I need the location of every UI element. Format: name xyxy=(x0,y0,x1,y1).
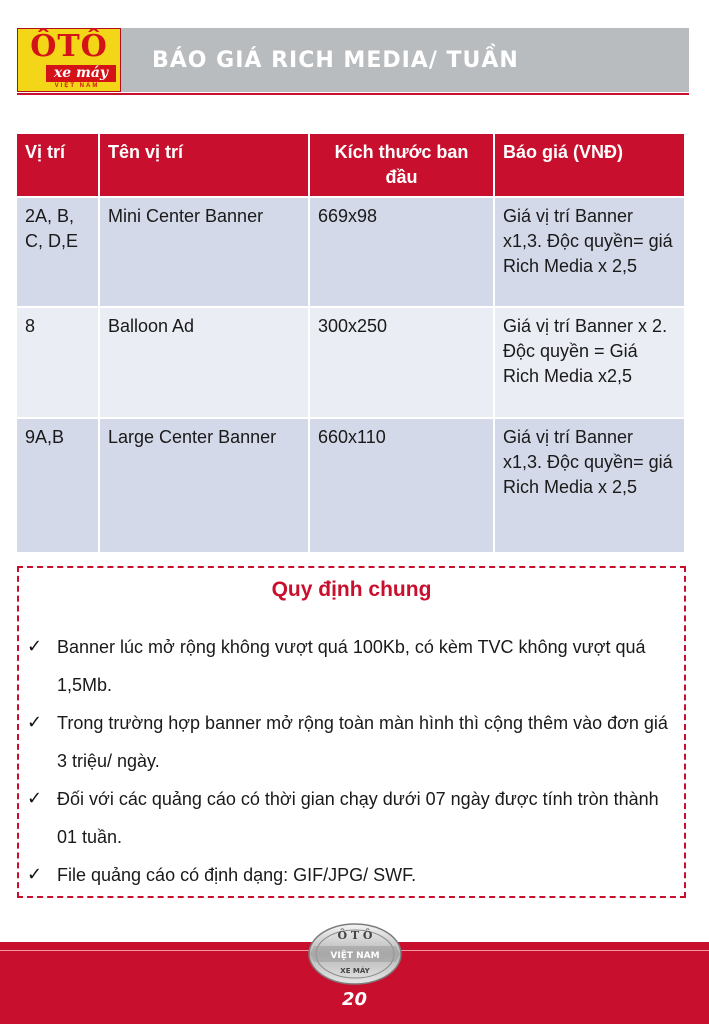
cell-size: 669x98 xyxy=(309,197,494,307)
table-row xyxy=(17,418,685,553)
rules-list xyxy=(25,628,675,894)
checkmark-icon: ✓ xyxy=(27,788,43,809)
list-item xyxy=(25,780,675,856)
cell-size: 660x110 xyxy=(309,418,494,553)
checkmark-icon: ✓ xyxy=(27,864,43,885)
table-header-row xyxy=(17,134,685,197)
cell-size: 300x250 xyxy=(309,307,494,418)
table-row xyxy=(17,197,685,307)
list-item xyxy=(25,704,675,780)
logo-oto-text: ÔTÔ xyxy=(30,29,108,64)
general-rules-box xyxy=(17,566,686,898)
brand-logo[interactable] xyxy=(17,28,121,92)
column-header-name: Tên vị trí xyxy=(99,134,309,197)
table-row xyxy=(17,307,685,418)
cell-name: Mini Center Banner xyxy=(99,197,309,307)
emblem-middle-text: VIỆT NAM xyxy=(330,951,380,961)
rule-text: Trong trường hợp banner mở rộng toàn màn hình thì cộng thêm vào đơn giá 3 triệu/ ngày. xyxy=(57,713,668,771)
rules-title: Quy định chung xyxy=(271,578,432,601)
column-header-price: Báo giá (VNĐ) xyxy=(494,134,685,197)
cell-position: 9A,B xyxy=(17,418,99,553)
column-header-size: Kích thước ban đầu xyxy=(309,134,494,197)
rule-text: Đối với các quảng cáo có thời gian chạy dưới 07 ngày được tính tròn thành 01 tuần. xyxy=(57,789,659,847)
cell-name: Large Center Banner xyxy=(99,418,309,553)
column-header-position: Vị trí xyxy=(17,134,99,197)
cell-price: Giá vị trí Banner x1,3. Độc quyền= giá Rich Media x 2,5 xyxy=(494,418,685,553)
page-title: BÁO GIÁ RICH MEDIA/ TUẦN xyxy=(152,48,519,73)
logo-xemay-text: xe máy xyxy=(46,65,116,82)
cell-name: Balloon Ad xyxy=(99,307,309,418)
rule-text: Banner lúc mở rộng không vượt quá 100Kb, có kèm TVC không vượt quá 1,5Mb. xyxy=(57,637,646,695)
emblem-logo-icon xyxy=(300,918,410,990)
list-item xyxy=(25,628,675,704)
checkmark-icon: ✓ xyxy=(27,636,43,657)
list-item xyxy=(25,856,675,894)
page-number: 20 xyxy=(341,989,368,1010)
rule-text: File quảng cáo có định dạng: GIF/JPG/ SWF. xyxy=(57,865,417,885)
logo-country-text: VIỆT NAM xyxy=(54,83,100,89)
checkmark-icon: ✓ xyxy=(27,712,43,733)
header-divider xyxy=(17,93,689,95)
emblem-top-text: Ô T Ô xyxy=(337,929,373,942)
cell-price: Giá vị trí Banner x1,3. Độc quyền= giá Rich Media x 2,5 xyxy=(494,197,685,307)
cell-position: 2A, B, C, D,E xyxy=(17,197,99,307)
cell-position: 8 xyxy=(17,307,99,418)
emblem-bottom-text: XE MÁY xyxy=(340,967,370,975)
cell-price: Giá vị trí Banner x 2. Độc quyền = Giá Rich Media x2,5 xyxy=(494,307,685,418)
price-table xyxy=(17,134,686,554)
